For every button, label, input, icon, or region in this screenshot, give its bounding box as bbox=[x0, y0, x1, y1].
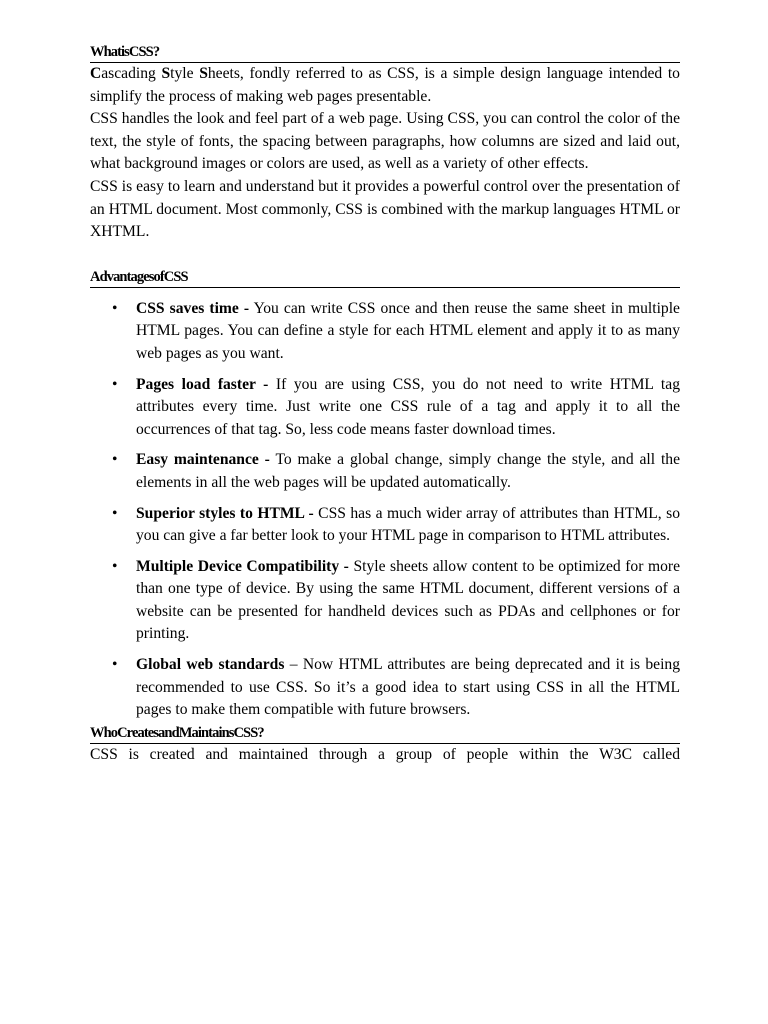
advantages-list bbox=[90, 298, 680, 722]
bullet-icon: • bbox=[112, 375, 118, 393]
paragraph-look-and-feel: CSS handles the look and feel part of a web page. Using CSS, you can control the color of the text, the style of fonts, the spacing between paragraphs, how columns are sized and laid out, what background images or colors are used, as well as a variety of other effects. bbox=[90, 110, 680, 173]
bullet-icon: • bbox=[112, 299, 118, 317]
item-text: If you are using CSS, you do not need to write HTML tag attributes every time. Just write one CSS rule of a tag and apply it to all the occurrences of that tag. So, less code means faster download times. bbox=[136, 375, 680, 438]
lead-letter-c: C bbox=[90, 65, 102, 82]
item-term: Multiple Device Compatibility - bbox=[136, 557, 349, 575]
item-text: CSS has a much wider array of attributes than HTML, so you can give a far better look to your HTML page in comparison to HTML attributes. bbox=[136, 504, 680, 545]
bullet-icon: • bbox=[112, 557, 118, 575]
list-item bbox=[90, 374, 680, 442]
definition-part-b: tyle bbox=[170, 65, 200, 82]
item-term: Superior styles to HTML - bbox=[136, 504, 314, 522]
item-term: Easy maintenance - bbox=[136, 451, 270, 469]
definition-part-c: heets, fondly referred to as CSS, is a simple design language intended to simplify the process of making web pages presentable. bbox=[90, 65, 680, 105]
lead-letter-s2: S bbox=[199, 65, 208, 82]
list-item bbox=[90, 449, 680, 494]
item-text: To make a global change, simply change the style, and all the elements in all the web pages will be updated automatically. bbox=[136, 451, 680, 491]
heading-advantages: AdvantagesofCSS bbox=[90, 268, 680, 288]
item-term: Global web standards bbox=[136, 656, 285, 674]
item-text: You can write CSS once and then reuse the same sheet in multiple HTML pages. You can define a style for each HTML element and apply it to as many web pages as you want. bbox=[136, 299, 680, 362]
bullet-icon: • bbox=[112, 656, 118, 674]
heading-what-is-css: WhatisCSS? bbox=[90, 43, 680, 63]
document-content bbox=[90, 43, 680, 766]
list-item bbox=[90, 503, 680, 548]
lead-letter-s1: S bbox=[161, 65, 171, 82]
list-item bbox=[90, 298, 680, 366]
heading-who-creates: WhoCreatesandMaintainsCSS? bbox=[90, 724, 680, 744]
paragraph-easy-to-learn: CSS is easy to learn and understand but it provides a powerful control over the presentation of an HTML document. Most commonly, CSS is combined with the markup languages HTML or XHTML. bbox=[90, 177, 680, 241]
item-text: Style sheets allow content to be optimized for more than one type of device. By using the same HTML document, different versions of a website can be presented for handheld devices such as PDAs and cellphones or for printing. bbox=[136, 557, 680, 643]
item-term: CSS saves time - bbox=[136, 299, 250, 317]
paragraph-definition bbox=[90, 63, 680, 108]
item-term: Pages load faster - bbox=[136, 375, 269, 393]
list-item bbox=[90, 556, 680, 646]
list-item bbox=[90, 654, 680, 722]
bullet-icon: • bbox=[112, 504, 118, 522]
definition-part-a: ascading bbox=[101, 65, 162, 82]
bullet-icon: • bbox=[112, 451, 118, 469]
paragraph-w3c: CSS is created and maintained through a group of people within the W3C called bbox=[90, 745, 680, 763]
item-text: – Now HTML attributes are being deprecated and it is being recommended to use CSS. So it’s a good idea to start using CSS in all the HTML pages to make them compatible with future browsers. bbox=[136, 656, 680, 719]
